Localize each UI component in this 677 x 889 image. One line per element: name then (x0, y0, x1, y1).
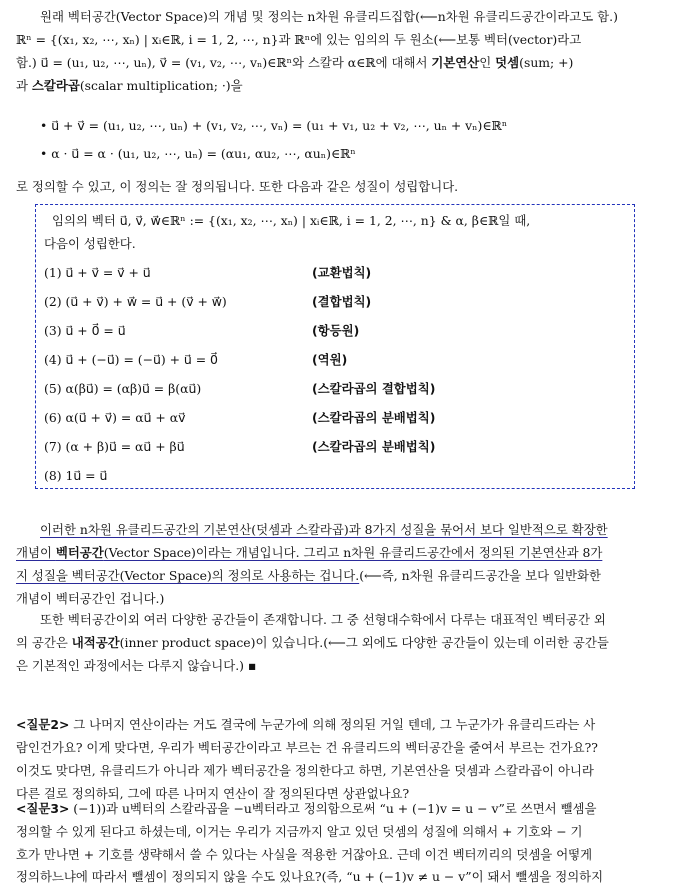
q3-line-1: <질문3> (−1))과 u벡터의 스칼라곱을 −u벡터라고 정의함으로써 “u + (−1)v = u − v”로 쓰면서 뺄셈을 (16, 801, 597, 816)
q3-line-2: 정의할 수 있게 된다고 하셨는데, 이거는 우리가 지금까지 알고 있던 덧셈의 성질에 의해서 + 기호와 − 기 (16, 824, 583, 839)
intro-line-1: 원래 벡터공간(Vector Space)의 개념 및 정의는 n차원 유클리드집합(⟵n차원 유클리드공간이라고도 함.) (40, 9, 618, 24)
bullet-sum: • u⃗ + v⃗ = (u₁, u₂, ⋯, uₙ) + (v₁, v₂, ⋯, vₙ) = (u₁ + v₁, u₂ + v₂, ⋯, uₙ + vₙ)∈ℝⁿ (40, 118, 508, 133)
para2-line-4: 개념이 벡터공간인 겁니다.) (16, 591, 165, 606)
box-intro: 임의의 벡터 u⃗, v⃗, w⃗∈ℝⁿ := {(x₁, x₂, ⋯, xₙ) | xᵢ∈ℝ, i = 1, 2, ⋯, n} & α, β∈ℝ일 때, 다음이 성립한다. (44, 213, 531, 251)
para2-line-2: 개념이 벡터공간(Vector Space)이라는 개념입니다. 그리고 n차원 유클리드공간에서 정의된 기본연산과 8가 (16, 545, 603, 560)
para3-line-3: 은 기본적인 과정에서는 다루지 않습니다.) ▪ (16, 658, 257, 673)
q2-line-2: 람인건가요? 이게 맞다면, 우리가 벡터공간이라고 부르는 건 유클리드의 벡터공간을 줄여서 부르는 건가요?? (16, 740, 598, 755)
intro-line-2: ℝⁿ = {(x₁, x₂, ⋯, xₙ) | xᵢ∈ℝ, i = 1, 2, ⋯, n}과 ℝⁿ에 있는 임의의 두 원소(⟵보통 벡터(vector)라고 (16, 32, 582, 47)
inner-product-term: 내적공간 (71, 635, 120, 650)
q2-label: <질문2> (16, 717, 70, 732)
q2-line-3: 이것도 맞다면, 유클리드가 아니라 제가 벡터공간을 정의한다고 하면, 기본연산을 덧셈과 스칼라곱이 아니라 (16, 763, 594, 778)
para3-line-2: 의 공간은 내적공간(inner product space)이 있습니다.(⟵그 외에도 다양한 공간들이 있는데 이러한 공간들 (16, 635, 609, 650)
after-bullets-text: 로 정의할 수 있고, 이 정의는 잘 정의됩니다. 또한 다음과 같은 성질이 성립합니다. (16, 179, 459, 194)
intro-line-4: 과 스칼라곱(scalar multiplication; ·)을 (16, 78, 243, 93)
sum-term: 덧셈 (495, 55, 520, 70)
bullet-scalar: • α · u⃗ = α · (u₁, u₂, ⋯, uₙ) = (αu₁, αu₂, ⋯, αuₙ)∈ℝⁿ (40, 146, 356, 161)
intro-line-3: 함.) u⃗ = (u₁, u₂, ⋯, uₙ), v⃗ = (v₁, v₂, ⋯, vₙ)∈ℝⁿ와 스칼라 α∈ℝ에 대해서 기본연산인 덧셈(sum; +) (16, 55, 574, 70)
q2-line-1: <질문2> 그 나머지 연산이라는 거도 결국에 누군가에 의해 정의된 거일 텐데, 그 누군가가 유클리드라는 사 (16, 717, 596, 732)
para3-line-1: 또한 벡터공간이외 여러 다양한 공간들이 존재합니다. 그 중 선형대수학에서 다루는 대표적인 벡터공간 외 (40, 612, 606, 627)
q2-line-4: 다른 걸로 정의하되, 그에 따른 나머지 연산이 잘 정의된다면 상관없나요? (16, 786, 410, 801)
scalar-mult-term: 스칼라곱 (31, 78, 80, 93)
q3-line-3: 호가 만나면 + 기호를 생략해서 쓸 수 있다는 사실을 적용한 거잖아요. 근데 이건 벡터끼리의 덧셈을 어떻게 (16, 847, 593, 862)
properties-box: 임의의 벡터 u⃗, v⃗, w⃗∈ℝⁿ := {(x₁, x₂, ⋯, xₙ) | xᵢ∈ℝ, i = 1, 2, ⋯, n} & α, β∈ℝ일 때, 다음이 성립한다. (1) u⃗ + v⃗ = v⃗ + u⃗ (교환법칙) (2) (u⃗ + v⃗) + w⃗ = u⃗ + (v⃗ + w⃗) (결합법칙) (3) u⃗ + 0⃗ = u⃗ (항등원) (4) u⃗ + (−u⃗) = (−u⃗) + u⃗ = 0⃗ (역원) (5) α(βu⃗) = (αβ)u⃗ = β(αu⃗) (스칼라곱의 결합법칙) (6) α(u⃗ + v⃗) = αu⃗ + αv⃗ (스칼라곱의 분배법칙) (7) (α + β)u⃗ = αu⃗ + βu⃗ (스칼라곱의 분배법칙) (8) 1u⃗ = u⃗ (35, 204, 635, 489)
q3-label: <질문3> (16, 801, 70, 816)
basic-operation-term: 기본연산 (431, 55, 480, 70)
para2-line-1: 이러한 n차원 유클리드공간의 기본연산(덧셈과 스칼라곱)과 8가지 성질을 묶어서 보다 일반적으로 확장한 (40, 522, 608, 537)
q3-line-4: 정의하느냐에 따라서 뺄셈이 정의되지 않을 수도 있나요?(즉, “u + (−1)v ≠ u − v”이 돼서 뺄셈을 정의하지 (16, 869, 604, 884)
para2-line-3: 지 성질을 벡터공간(Vector Space)의 정의로 사용하는 겁니다.(⟵즉, n차원 유클리드공간을 보다 일반화한 (16, 568, 601, 583)
vector-space-term: 벡터공간 (55, 545, 104, 560)
